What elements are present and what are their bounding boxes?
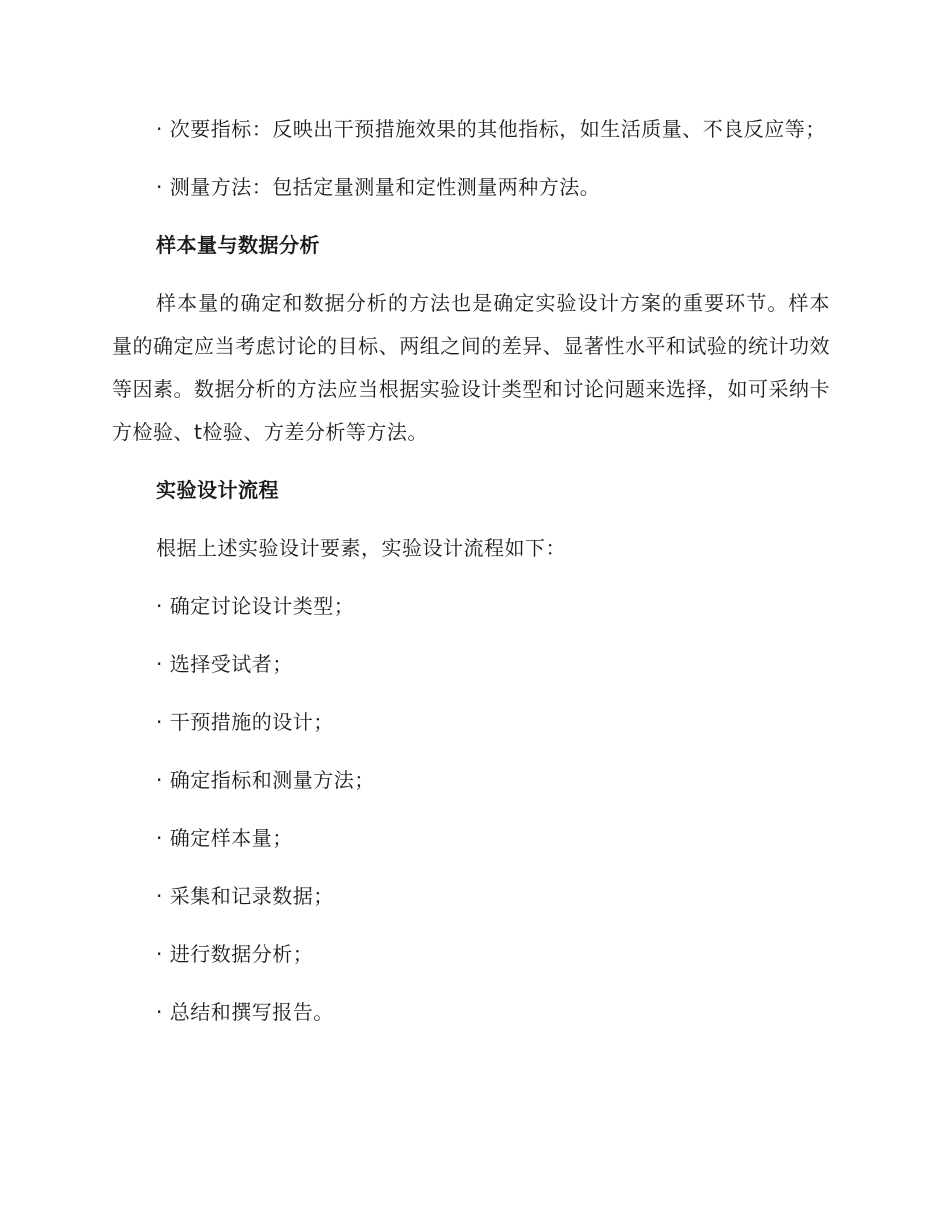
section-heading-design-flow: 实验设计流程 bbox=[156, 478, 279, 502]
flow-step-bullet: · 采集和记录数据； bbox=[156, 884, 334, 908]
section-heading-sample-size: 样本量与数据分析 bbox=[156, 233, 320, 257]
flow-step-bullet: · 确定样本量； bbox=[156, 826, 293, 850]
flow-step-bullet: · 选择受试者； bbox=[156, 652, 293, 676]
document-page bbox=[112, 108, 830, 1049]
flow-step-bullet: · 确定讨论设计类型； bbox=[156, 594, 355, 618]
measurement-method-bullet: · 测量方法：包括定量测量和定性测量两种方法。 bbox=[156, 175, 601, 199]
flow-step-bullet: · 确定指标和测量方法； bbox=[156, 768, 375, 792]
secondary-indicator-bullet: · 次要指标：反映出干预措施效果的其他指标，如生活质量、不良反应等； bbox=[156, 117, 826, 141]
flow-step-bullet: · 总结和撰写报告。 bbox=[156, 1000, 334, 1024]
flow-step-bullet: · 进行数据分析； bbox=[156, 942, 314, 966]
design-flow-intro: 根据上述实验设计要素，实验设计流程如下： bbox=[156, 536, 566, 560]
sample-size-paragraph: 样本量的确定和数据分析的方法也是确定实验设计方案的重要环节。样本量的确定应当考虑讨论的目标、两组之间的差异、显著性水平和试验的统计功效等因素。数据分析的方法应当根据实验设计类型和讨论问题来选择，如可采纳卡方检验、t检验、方差分析等方法。 bbox=[112, 291, 830, 444]
flow-step-bullet: · 干预措施的设计； bbox=[156, 710, 334, 734]
